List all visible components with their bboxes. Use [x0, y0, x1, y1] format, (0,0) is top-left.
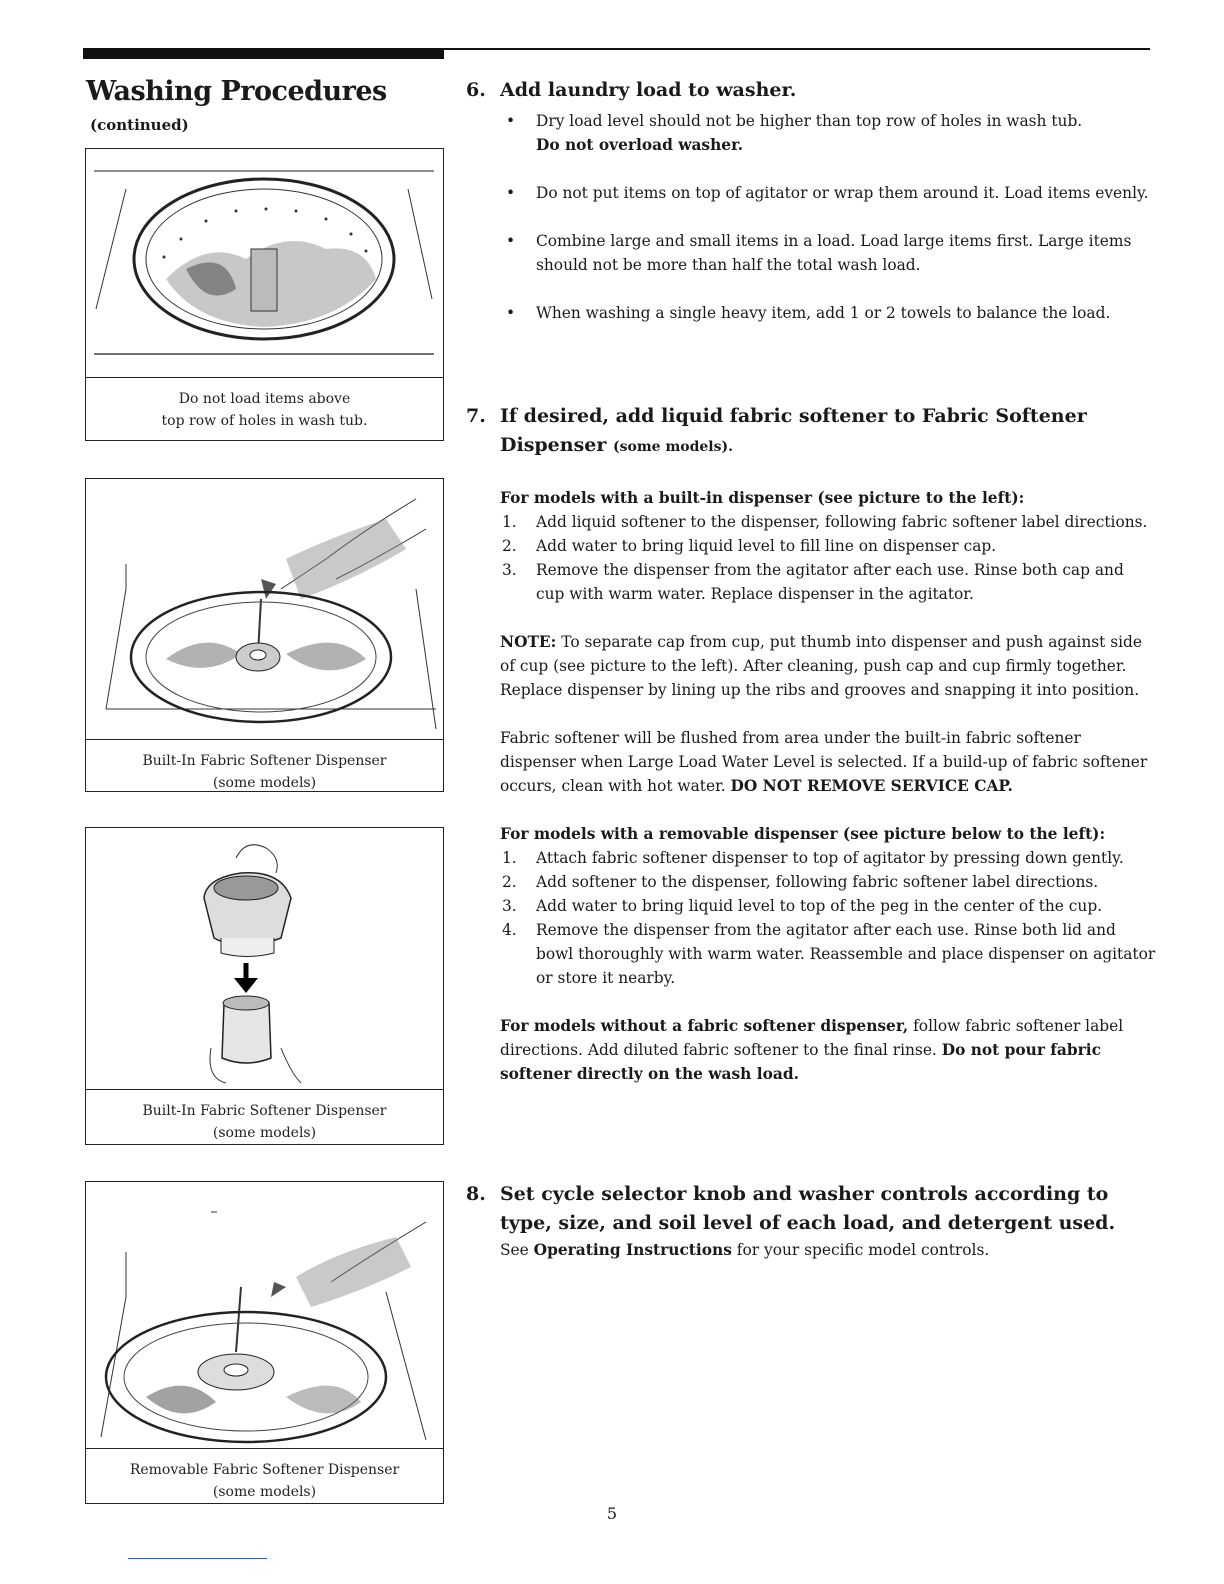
- list-item: • Dry load level should not be higher than top row of holes in wash tub. Do not overload washer.: [466, 109, 1156, 157]
- step-title: Add laundry load to washer.: [500, 79, 797, 101]
- list-item: • When washing a single heavy item, add 1 or 2 towels to balance the load.: [466, 301, 1156, 325]
- figure-caption-line2: (some models): [212, 775, 317, 791]
- list-item: 2. Add water to bring liquid level to fill line on dispenser cap.: [502, 537, 997, 555]
- figure-builtin-dispenser-pour: [85, 478, 444, 792]
- list-item: 4. Remove the dispenser from the agitator after each use. Rinse both lid and bowl thoroughly with warm water. Reassemble and place dispenser on agitator or store it nearby.: [502, 921, 1156, 987]
- flush-paragraph: Fabric softener will be flushed from area under the built-in fabric softener dispenser when Large Load Water Level is selected. If a build-up of fabric softener occurs, clean with hot water. DO NOT REMOVE SERVICE CAP.: [500, 729, 1148, 795]
- list-item: 1. Add liquid softener to the dispenser, following fabric softener label directions.: [502, 513, 1148, 531]
- no-dispenser-paragraph: For models without a fabric softener dispenser, follow fabric softener label directions. Add diluted fabric softener to the final rinse. Do not pour fabric softener directly on the wash load.: [500, 1017, 1124, 1083]
- list-item: 3. Add water to bring liquid level to top of the peg in the center of the cup.: [502, 897, 1103, 915]
- figure-builtin-dispenser-separate: [85, 827, 444, 1145]
- bottom-link-underline: [128, 1558, 267, 1559]
- figure-caption-line2: (some models): [212, 1484, 317, 1500]
- figure-caption-line1: Removable Fabric Softener Dispenser: [129, 1462, 400, 1478]
- removable-dispenser-illustration: [86, 1182, 443, 1449]
- step-title: If desired, add liquid fabric softener to Fabric Softener Dispenser: [500, 405, 1087, 456]
- figure-caption-line1: Built-In Fabric Softener Dispenser: [142, 1103, 387, 1119]
- removable-heading: For models with a removable dispenser (see picture below to the left):: [500, 825, 1106, 843]
- section-subtitle: (continued): [90, 116, 189, 134]
- dispenser-separation-illustration: [86, 828, 443, 1090]
- builtin-steps: [466, 510, 1156, 606]
- figure-caption-line2: top row of holes in wash tub.: [161, 413, 368, 429]
- pouring-softener-illustration: [86, 479, 443, 740]
- washer-tub-illustration: [86, 149, 443, 378]
- section-title: Washing Procedures: [86, 76, 387, 107]
- figure-removable-dispenser: [85, 1181, 444, 1504]
- step-number: 6.: [466, 79, 486, 101]
- step-number: 7.: [466, 405, 486, 427]
- list-item: 3. Remove the dispenser from the agitator after each use. Rinse both cap and cup with warm water. Replace dispenser in the agitator.: [502, 561, 1124, 603]
- step-7: [466, 402, 1156, 1086]
- note-paragraph: NOTE: To separate cap from cup, put thumb into dispenser and push against side of cup (see picture to the left). After cleaning, push cap and cup firmly together. Replace dispenser by lining up the ribs and grooves and snapping it into position.: [500, 633, 1143, 699]
- top-rule: [83, 48, 444, 59]
- list-item: • Combine large and small items in a load. Load large items first. Large items should not be more than half the total wash load.: [466, 229, 1156, 277]
- step-title-suffix: (some models).: [613, 439, 733, 455]
- list-item: • Do not put items on top of agitator or wrap them around it. Load items evenly.: [466, 181, 1156, 205]
- step-6: [466, 76, 1156, 349]
- page-number: 5: [606, 1504, 618, 1523]
- figure-caption-line1: Do not load items above: [178, 391, 351, 407]
- see-instructions: See Operating Instructions for your specific model controls.: [500, 1241, 990, 1259]
- list-item: 2. Add softener to the dispenser, following fabric softener label directions.: [502, 873, 1099, 891]
- removable-steps: [466, 846, 1156, 990]
- step-title: Set cycle selector knob and washer controls according to type, size, and soil level of each load, and detergent used.: [500, 1183, 1116, 1234]
- figure-load-level: [85, 148, 444, 441]
- step-number: 8.: [466, 1183, 486, 1205]
- top-rule-thin: [444, 48, 1150, 50]
- list-item: 1. Attach fabric softener dispenser to top of agitator by pressing down gently.: [502, 849, 1124, 867]
- builtin-heading: For models with a built-in dispenser (see picture to the left):: [500, 489, 1025, 507]
- figure-caption-line1: Built-In Fabric Softener Dispenser: [142, 753, 387, 769]
- figure-caption-line2: (some models): [212, 1125, 317, 1141]
- step-8: [466, 1180, 1156, 1262]
